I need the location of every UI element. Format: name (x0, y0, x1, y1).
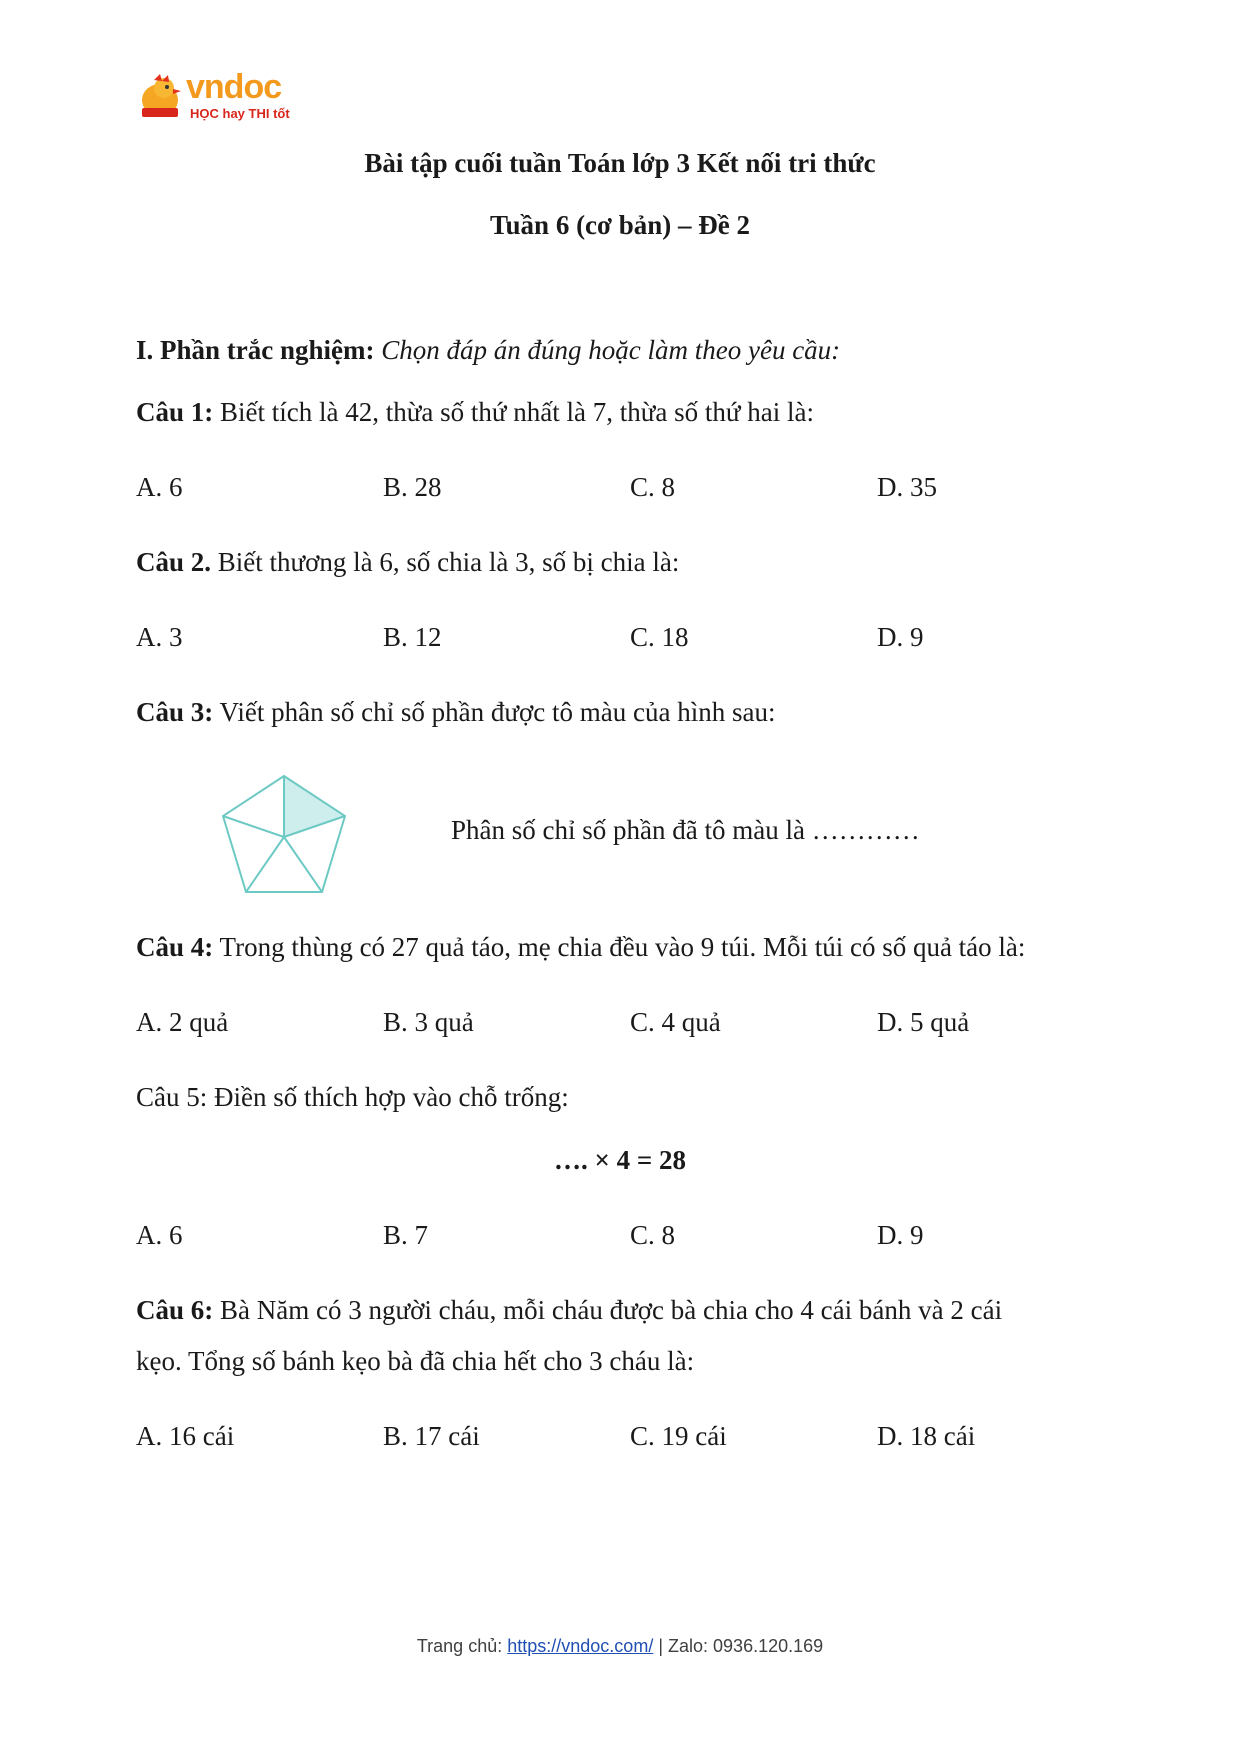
option-d: D. 18 cái (877, 1421, 976, 1451)
option-a: A. 16 cái (136, 1421, 235, 1451)
shaded-part (284, 776, 345, 837)
option-b: B. 3 quả (383, 1007, 474, 1037)
option-c: C. 18 (630, 622, 689, 652)
option-c: C. 8 (630, 472, 676, 502)
equation: …. × 4 = 28 (553, 1145, 687, 1175)
section-heading (136, 335, 840, 366)
option-c: C. 8 (630, 1220, 676, 1250)
option-b: B. 12 (383, 622, 442, 652)
option-b: B. 17 cái (383, 1421, 480, 1451)
option-c: C. 19 cái (630, 1421, 727, 1451)
question-text: Viết phân số chỉ số phần được tô màu của hình sau: (219, 697, 776, 727)
logo-wordmark: vndoc (186, 68, 282, 106)
option-a: A. 6 (136, 1220, 183, 1250)
section-instruction: Chọn đáp án đúng hoặc làm theo yêu cầu: (381, 335, 841, 365)
pentagon-figure (218, 772, 350, 898)
question-text: Bà Năm có 3 người cháu, mỗi cháu được bà chia cho 4 cái bánh và 2 cái (220, 1295, 1003, 1325)
document-title: Bài tập cuối tuần Toán lớp 3 Kết nối tri thức (364, 148, 876, 178)
logo-tagline: HỌC hay THI tốt (190, 106, 290, 121)
question-text: Biết tích là 42, thừa số thứ nhất là 7, thừa số thứ hai là: (220, 397, 814, 427)
question-label: Câu 2. (136, 547, 212, 577)
option-b: B. 7 (383, 1220, 429, 1250)
question-label: Câu 3: (136, 697, 214, 727)
option-d: D. 9 (877, 1220, 924, 1250)
mascot-icon (136, 72, 184, 122)
option-a: A. 6 (136, 472, 183, 502)
vndoc-logo (136, 68, 306, 128)
option-c: C. 4 quả (630, 1007, 721, 1037)
option-a: A. 2 quả (136, 1007, 229, 1037)
option-d: D. 9 (877, 622, 924, 652)
question-label: Câu 4: (136, 932, 214, 962)
question-text: Biết thương là 6, số chia là 3, số bị chia là: (217, 547, 680, 577)
option-d: D. 35 (877, 472, 937, 502)
question-1 (136, 397, 814, 428)
question-4 (136, 932, 1025, 963)
option-b: B. 28 (383, 472, 442, 502)
question-label: Câu 6: (136, 1295, 214, 1325)
question-6-continued: kẹo. Tổng số bánh kẹo bà đã chia hết cho 3 cháu là: (136, 1346, 695, 1376)
question-6 (136, 1295, 1002, 1326)
question-2 (136, 547, 679, 578)
fraction-answer-prompt: Phân số chỉ số phần đã tô màu là ………… (451, 815, 920, 845)
question-5: Câu 5: Điền số thích hợp vào chỗ trống: (136, 1082, 569, 1112)
footer-prefix: Trang chủ: (416, 1636, 503, 1656)
document-subtitle: Tuần 6 (cơ bản) – Đề 2 (490, 210, 750, 240)
option-d: D. 5 quả (877, 1007, 970, 1037)
homepage-link[interactable]: https://vndoc.com/ (507, 1636, 654, 1656)
section-label: I. Phần trắc nghiệm: (136, 335, 375, 365)
page-footer (0, 1636, 1240, 1657)
option-a: A. 3 (136, 622, 183, 652)
footer-contact: | Zalo: 0936.120.169 (658, 1636, 824, 1656)
question-3 (136, 697, 775, 728)
question-text: Trong thùng có 27 quả táo, mẹ chia đều vào 9 túi. Mỗi túi có số quả táo là: (219, 932, 1026, 962)
question-label: Câu 1: (136, 397, 214, 427)
